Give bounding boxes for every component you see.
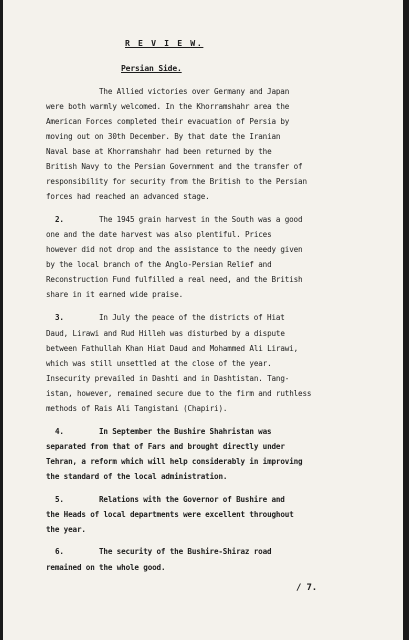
text-line: Naval base at Khorramshahr had been returned by the bbox=[46, 147, 272, 156]
text-line: one and the date harvest was also plentiful. Prices bbox=[46, 230, 272, 239]
text-line: The Allied victories over Germany and Japan bbox=[99, 87, 290, 96]
text-line: In July the peace of the districts of Hiat bbox=[99, 313, 285, 322]
text-line: by the local branch of the Anglo-Persian Relief and bbox=[46, 260, 272, 269]
text-line: the Heads of local departments were excellent throughout bbox=[46, 510, 294, 519]
text-line: Insecurity prevailed in Dashti and in Dashtistan. Tang- bbox=[46, 374, 290, 383]
text-line: Reconstruction Fund fulfilled a real need, and the British bbox=[46, 275, 303, 284]
text-line: American Forces completed their evacuation of Persia by bbox=[46, 117, 290, 126]
text-line: forces had reached an advanced stage. bbox=[46, 192, 210, 201]
text-line: however did not drop and the assistance to the needy given bbox=[46, 245, 303, 254]
text-line: remained on the whole good. bbox=[46, 563, 166, 572]
paragraph-number: 4. bbox=[55, 427, 64, 436]
text-line: British Navy to the Persian Government and the transfer of bbox=[46, 162, 303, 171]
text-line: The security of the Bushire-Shiraz road bbox=[99, 547, 272, 556]
text-line: responsibility for security from the British to the Persian bbox=[46, 177, 307, 186]
paragraph-number: 3. bbox=[55, 313, 64, 322]
text-line: moving out on 30th December. By that date the Iranian bbox=[46, 132, 281, 141]
text-line: share in it earned wide praise. bbox=[46, 290, 184, 299]
paragraph-number: 2. bbox=[55, 215, 64, 224]
text-line: were both warmly welcomed. In the Khorramshahr area the bbox=[46, 102, 290, 111]
text-line: Relations with the Governor of Bushire and bbox=[99, 495, 285, 504]
text-line: The 1945 grain harvest in the South was a good bbox=[99, 215, 303, 224]
text-line: In September the Bushire Shahristan was bbox=[99, 427, 272, 436]
paragraph-number: 6. bbox=[55, 547, 64, 556]
page-marker: / 7. bbox=[296, 583, 318, 593]
document-title: R E V I E W. bbox=[125, 38, 204, 48]
text-line: separated from that of Fars and brought directly under bbox=[46, 442, 285, 451]
document-page bbox=[3, 0, 403, 640]
text-line: Tehran, a reform which will help considerably in improving bbox=[46, 457, 303, 466]
text-line: which was still unsettled at the close of the year. bbox=[46, 359, 272, 368]
text-line: the year. bbox=[46, 525, 86, 534]
paragraph-number: 5. bbox=[55, 495, 64, 504]
text-line: istan, however, remained secure due to the firm and ruthless bbox=[46, 389, 312, 398]
text-line: Daud, Lirawi and Rud Hilleh was disturbed by a dispute bbox=[46, 329, 285, 338]
text-line: the standard of the local administration. bbox=[46, 472, 228, 481]
text-line: methods of Rais Ali Tangistani (Chapiri). bbox=[46, 404, 228, 413]
text-line: between Fathullah Khan Hiat Daud and Mohammed Ali Lirawi, bbox=[46, 344, 299, 353]
section-heading: Persian Side. bbox=[121, 64, 182, 73]
